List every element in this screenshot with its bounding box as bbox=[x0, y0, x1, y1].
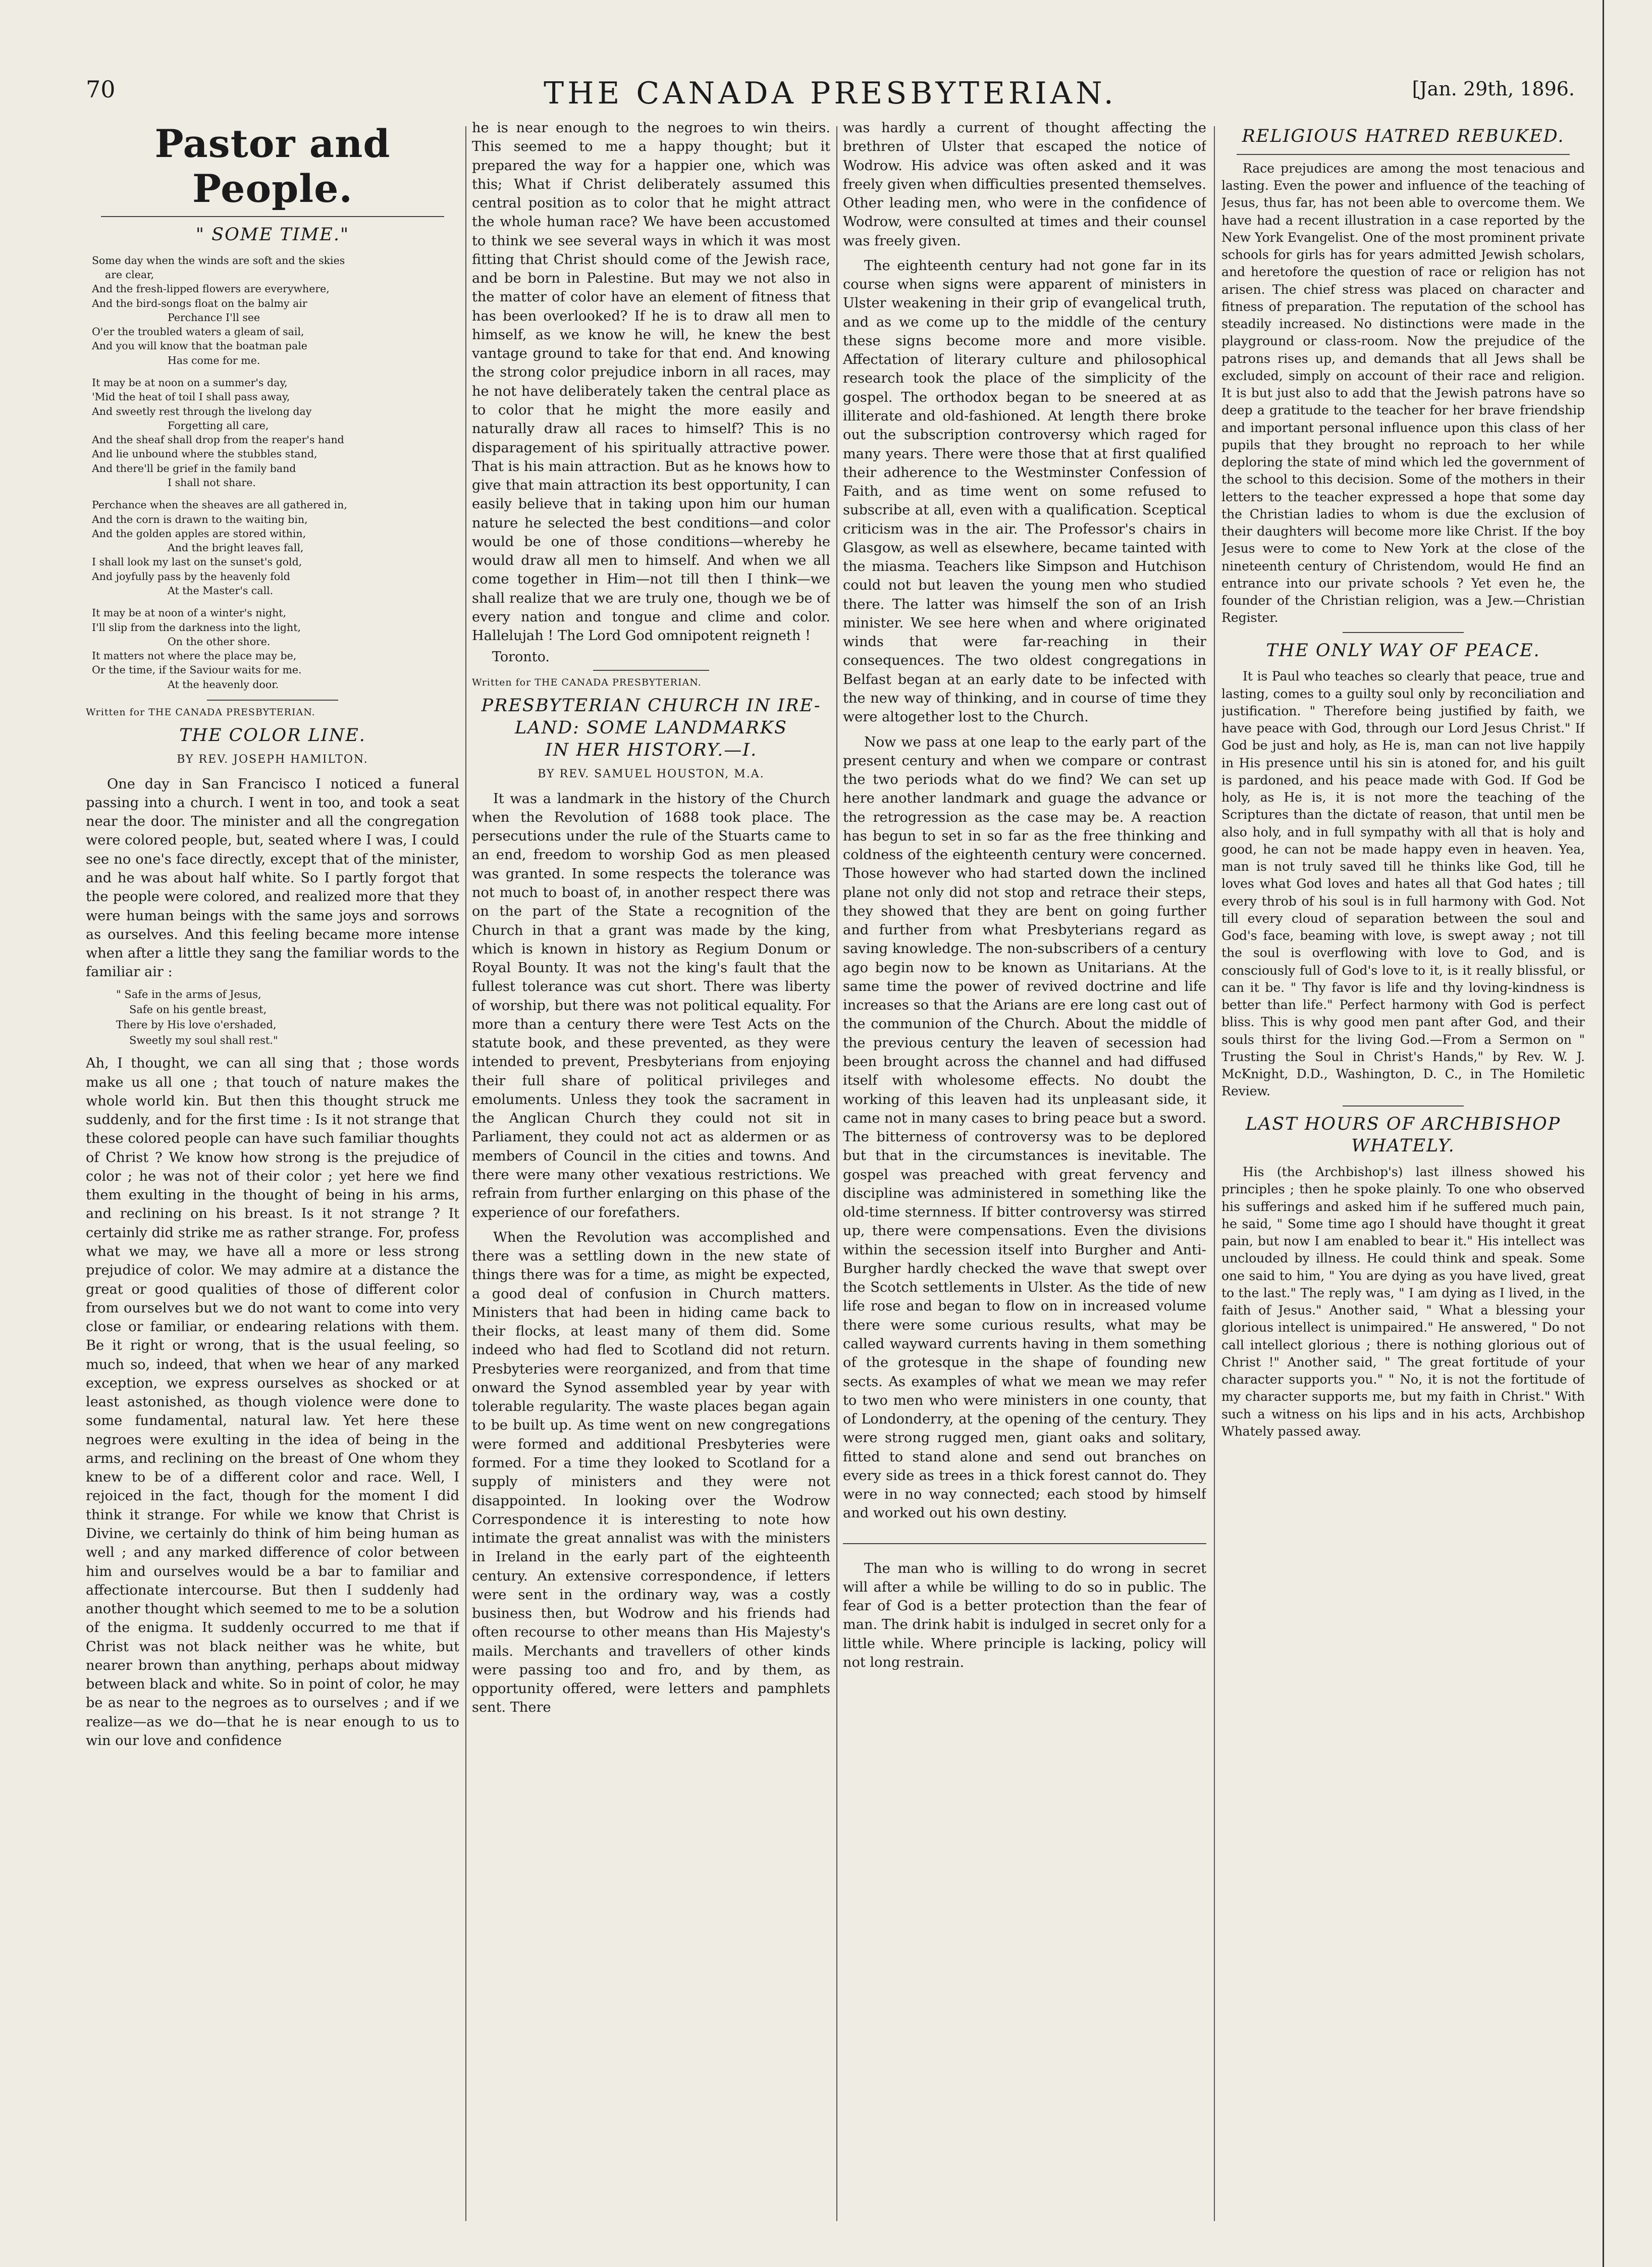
poem-line: At the Master's call. bbox=[168, 584, 274, 597]
poem-stanza bbox=[92, 606, 459, 692]
column-3 bbox=[843, 119, 1206, 2213]
poem-stanza bbox=[92, 253, 459, 367]
article-paragraph: Ah, I thought, we can all sing that ; those words make us all one ; that touch of nature makes the whole world kin. But then this thought struck me suddenly, and for the first time : Is it not strange that these colored people can have such familiar thoughts of Christ ? We know how strong is the prejudice of color ; he was not of their color ; yet here we find them exulting in the thought of being in his arms, and reclining on his breast. Is it not strange ? It certainly did strike me as rather strange. For, profess what we may, we have all a more or less strong prejudice of color. We may admire at a distance the great or good qualities of those of different color from ourselves but we do not want to come into very close or familiar, or endearing relations with them. Be it right or wrong, that is the usual feeling, so much so, indeed, that when we hear of any marked exception, we express ourselves as shocked or at least astonished, as though violence were done to some fundamental, natural law. Yet here these negroes were exulting in the idea of being in the arms, and reclining on the breast of One whom they knew to be of a different color and race. Well, I rejoiced in the fact, though for the moment I did think it strange. For while we know that Christ is Divine, we certainly do think of him being human as well ; and any marked difference of color between him and ourselves would be a bar to familiar and affectionate intercourse. But then I suddenly had another thought which seemed to me to be a solution of the enigma. It suddenly occurred to me that if Christ was not black neither was he white, but nearer brown than anything, perhaps about midway between black and white. So in point of color, he may be as near to the negroes as to ourselves ; and if we realize—as we do—that he is near enough to us to win our love and confidence bbox=[86, 1056, 459, 1749]
verse-line: Safe on his gentle breast, bbox=[129, 1004, 267, 1016]
poem-line: And sweetly rest through the livelong day bbox=[92, 405, 312, 417]
poem-stanza bbox=[92, 376, 459, 490]
issue-date: [Jan. 29th, 1896. bbox=[1412, 78, 1575, 100]
divider bbox=[593, 670, 709, 671]
poem-line: It matters not where the place may be, bbox=[92, 650, 297, 662]
article-attribution: Written for THE CANADA PRESBYTERIAN. bbox=[472, 677, 702, 689]
poem-line: It may be at noon on a summer's day, bbox=[92, 377, 288, 389]
column-divider bbox=[836, 126, 837, 2221]
article-paragraph: It is Paul who teaches so clearly that peace, true and lasting, comes to a guilty soul only by reconciliation and justification. " Therefore being justified by faith, we have peace with God, through our Lord Jesus Christ." If God be just and holy, as He is, man can not live happily in His presence until his sin is atoned for, and his guilt is pardoned, and his peace made with God. If God be holy, as He is, it is not more the teaching of the Scriptures than the dictate of reason, that until men be also holy, and in full sympathy with all that is holy and good, he can not be made happy even in heaven. Yea, man is not truly saved till he thinks like God, till he loves what God loves and hates all that God hates ; till every throb of his soul is in full harmony with God. Not till every cloud of separation between the soul and God's face, beaming with love, is swept away ; not till the soul is overflowing with love to God, and is consciously full of God's love to it, is it really blissful, or can it be. " Thy favor is life and thy loving-kindness is better than life." Perfect harmony with God is perfect bliss. This is why good men pant after God, and their souls thirst for the living God.—From a Sermon on " Trusting the Soul in Christ's Hands," by Rev. W. J. McKnight, D.D., Washington, D. C., in The Homiletic Review. bbox=[1221, 669, 1585, 1099]
poem-line: I shall not share. bbox=[168, 476, 256, 489]
divider bbox=[207, 700, 338, 701]
poem bbox=[92, 253, 459, 692]
dateline-place: Toronto. bbox=[492, 649, 550, 665]
article-paragraph: When the Revolution was accomplished and there was a settling down in the new state of things there was for a time, as might be expected, a good deal of confusion in Church matters. Ministers that had been in hiding came back to their flocks, at least many of them did. Some indeed who had fled to Scotland did not return. Presbyteries were reorganized, and from that time onward the Synod assembled year by year with tolerable regularity. The waste places began again to be built up. As time went on new congregations were formed and additional Presbyteries were formed. For a time they looked to Scotland for a supply of ministers and they were not disappointed. In looking over the Wodrow Correspondence it is interesting to note how intimate the great annalist was with the ministers in Ireland in the early part of the eighteenth century. An extensive correspondence, if letters were sent in the ordinary way, was a costly business then, but Wodrow and his friends had often recourse to other means than His Majesty's mails. Merchants and travellers of other kinds were passing too and fro, and by them, as opportunity offered, were letters and pamphlets sent. There bbox=[472, 1229, 830, 1716]
poem-stanza bbox=[92, 498, 459, 598]
article-title-line: IN HER HISTORY.—I. bbox=[545, 740, 758, 760]
poem-line: And lie unbound where the stubbles stand, bbox=[92, 448, 317, 460]
masthead bbox=[76, 76, 1585, 116]
poem-line: And the fresh-lipped flowers are everywhere, bbox=[92, 283, 330, 295]
verse-line: Sweetly my soul shall rest." bbox=[129, 1034, 278, 1046]
article-author: BY REV. JOSEPH HAMILTON. bbox=[177, 753, 368, 766]
article-paragraph: The man who is willing to do wrong in secret will after a while be willing to do so in public. The fear of God is a better protection than the fear of man. The drink habit is indulged in secret only for a little while. Where principle is lacking, policy will not long restrain. bbox=[843, 1560, 1206, 1670]
poem-line: And you will know that the boatman pale bbox=[92, 340, 307, 352]
article-paragraph: One day in San Francisco I noticed a funeral passing into a church. I went in too, and took a seat near the door. The minister and all the congregation were colored people, but, seated where I was, I could see no one's face directly, except that of the minister, and he was about half white. So I partly forgot that the people were colored, and realized more that they were human beings with the same joys and sorrows as ourselves. And this feeling became more intense when after a little they sang the familiar words to the familiar air : bbox=[86, 776, 459, 980]
divider bbox=[1237, 154, 1570, 155]
poem-line: Perchance I'll see bbox=[168, 311, 260, 324]
poem-line: And joyfully pass by the heavenly fold bbox=[92, 570, 290, 583]
poem-line: I'll slip from the darkness into the light, bbox=[92, 621, 301, 634]
poem-line: Some day when the winds are soft and the skies bbox=[92, 254, 345, 267]
article-title-line: LAST HOURS OF ARCHBISHOP bbox=[1245, 1114, 1561, 1134]
article-title-line: WHATELY. bbox=[1351, 1136, 1455, 1156]
article-paragraph: Now we pass at one leap to the early part of the present century and when we compare or contrast the two periods what do we find? We can set up here another landmark and guage the advance or the retrogression as the case may be. A reaction has begun to set in so far as the free thinking and coldness of the eighteenth century were concerned. Those however who had started down the inclined plane not only did not stop and retrace their steps, they showed that they are bent on going further and further from what Presbyterians regard as saving knowledge. The non-subscribers of a century ago begin now to be known as Unitarians. At the same time the power of revived doctrine and life increases so that the Arians are ere long cast out of the communion of the Church. About the middle of the previous century the leaven of secession had been brought across the channel and had diffused itself with wholesome effects. No doubt the working of this leaven had its unpleasant side, it came not in many cases to bring peace but a sword. The bitterness of controversy was to be deplored but that in the circumstances is inevitable. The gospel was preached with great fervency and discipline was administered in something like the old-time sternness. If bitter controversy was stirred up, there were compensations. Even the divisions within the secession itself into Burgher and Anti-Burgher hardly checked the wave that swept over the Scotch settlements in Ulster. As the tide of new life rose and began to flow on in increased volume there were some curious results, what may be called wayward currents having in them something of the grotesque in the shape of founding new sects. As examples of what we mean we may refer to two men who were ministers in one county, that of Londonderry, at the opening of the century. They were strong rugged men, giant oaks and solitary, fitted to stand alone and send out branches on every side as trees in a thick forest cannot do. They were in no way connected; each stood by himself and worked out his own destiny. bbox=[843, 734, 1206, 1521]
article-title: THE ONLY WAY OF PEACE. bbox=[1266, 640, 1540, 661]
article-title: THE COLOR LINE. bbox=[179, 725, 366, 746]
poem-line: And the bird-songs float on the balmy air bbox=[92, 297, 307, 309]
poem-line: Forgetting all care, bbox=[168, 419, 269, 432]
poem-line: O'er the troubled waters a gleam of sail, bbox=[92, 326, 304, 338]
section-heading: Pastor and People. bbox=[154, 121, 391, 211]
article-paragraph: was hardly a current of thought affecting the brethren of Ulster that escaped the notice of Wodrow. His advice was often asked and it was freely given when difficulties presented themselves. Other leading men, who were in the confidence of Wodrow, were consulted at times and their counsel was freely given. bbox=[843, 120, 1206, 249]
poem-line: And there'll be grief in the family band bbox=[92, 462, 296, 475]
newspaper-title: THE CANADA PRESBYTERIAN. bbox=[544, 76, 1117, 111]
poem-line: It may be at noon of a winter's night, bbox=[92, 607, 287, 619]
article-paragraph: It was a landmark in the history of the Church when the Revolution of 1688 took place. The persecutions under the rule of the Stuarts came to an end, freedom to worship God as men pleased was granted. In some respects the tolerance was not much to boast of, in another respect there was on the part of the State a recognition of the Church in that a grant was made by the king, which is known in history as Regium Donum or Royal Bounty. It was not the king's fault that the fullest tolerance was cut short. There was liberty of worship, but there was not political equality. For more than a century there were Test Acts on the statute book, and these prevented, as they were intended to prevent, Presbyterians from enjoying their full share of political privileges and emoluments. Unless they took the sacrament in the Anglican Church they could not sit in Parliament, they could not act as aldermen or as members of Council in the cities and towns. And there were many other vexatious restrictions. We refrain from further enlarging on this phase of the experience of our forefathers. bbox=[472, 790, 830, 1221]
poem-line: I shall look my last on the sunset's gold, bbox=[92, 556, 302, 568]
divider bbox=[1343, 1105, 1464, 1106]
poem-line: Has come for me. bbox=[168, 354, 260, 366]
article-paragraph: His (the Archbishop's) last illness showed his principles ; then he spoke plainly. To one who observed his sufferings and asked him if he suffered much pain, he said, " Some time ago I should have thought it great pain, but now I am enabled to bear it." His intellect was unclouded by illness. He could think and speak. Some one said to him, " You are dying as you have lived, great to the last." The reply was, " I am dying as I lived, in the faith of Jesus." Another said, " What a blessing your glorious intellect is unimpaired." He answered, " Do not call intellect glorious ; there is nothing glorious out of Christ !" Another said, " The great fortitude of your character supports you." " No, it is not the fortitude of my character supports me, but my faith in Christ." With such a witness on his lips and in his acts, Archbishop Whately passed away. bbox=[1221, 1165, 1585, 1439]
article-title bbox=[1221, 1114, 1585, 1158]
poem-line: are clear, bbox=[105, 269, 154, 281]
poem-line: At the heavenly door. bbox=[168, 678, 279, 691]
poem-line: And the golden apples are stored within, bbox=[92, 527, 306, 540]
page-edge-rule bbox=[1603, 0, 1604, 2267]
poem-line: Or the time, if the Saviour waits for me. bbox=[92, 664, 302, 676]
verse-line: There by His love o'ershaded, bbox=[116, 1019, 277, 1031]
article-title-line: LAND: SOME LANDMARKS bbox=[514, 718, 788, 739]
article-title-line: PRESBYTERIAN CHURCH IN IRE- bbox=[481, 696, 821, 716]
page-number: 70 bbox=[86, 76, 116, 103]
poem-line: And the bright leaves fall, bbox=[168, 542, 304, 554]
poem-title: " SOME TIME." bbox=[195, 225, 350, 245]
poem-line: And the corn is drawn to the waiting bin, bbox=[92, 513, 308, 525]
column-1 bbox=[86, 119, 459, 2213]
column-4 bbox=[1221, 119, 1585, 2213]
column-divider bbox=[465, 126, 466, 2221]
article-paragraph: The eighteenth century had not gone far in its course when signs were apparent of ministers in Ulster weakening in their grip of evangelical truth, and as we come up to the middle of the century these signs become more and more visible. Affectation of literary culture and philosophical research took the place of the simplicity of the gospel. The orthodox began to be sneered at as illiterate and old-fashioned. At length there broke out the subscription controversy which raged for many years. There were those that at first qualified their adherence to the Westminster Confession of Faith, and as time went on some refused to subscribe at all, even with a qualification. Sceptical criticism was in the air. The Professor's chairs in Glasgow, as well as elsewhere, became tainted with the miasma. Teachers like Simpson and Hutchison could not but leaven the young men who studied there. The latter was himself the son of an Irish minister. We see here when and where originated winds that were far-reaching in their consequences. The two oldest congregations in Belfast began at an early date to be infected with the new way of thinking, and in course of time they were altogether lost to the Church. bbox=[843, 257, 1206, 725]
article-title bbox=[472, 695, 830, 761]
poem-line: And the sheaf shall drop from the reaper's hand bbox=[92, 434, 344, 446]
hymn-verse bbox=[116, 987, 459, 1048]
article-paragraph: Race prejudices are among the most tenacious and lasting. Even the power and influence of the teaching of Jesus, thus far, has not been able to overcome them. We have had a recent illustration in a case reported by the New York Evangelist. One of the most prominent private schools for girls has for years admitted Jewish scholars, and heretofore the question of race or religion has not arisen. The chief stress was placed on character and fitness of preparation. The reputation of the school has steadily increased. No distinctions were made in the playground or class-room. Now the prejudice of the patrons rises up, and demands that all Jews shall be excluded, simply on account of their race and religion. It is but just also to add that the Jewish patrons have so deep a gratitude to the teacher for her brave friendship and important personal influence upon this class of her pupils that they brought no reproach to her while deploring the state of mind which led the government of the school to this decision. Some of the mothers in their letters to the teacher expressed a hope that some day the Christian ladies to whom is due the exclusion of their daughters will become more like Christ. If the boy Jesus were to come to New York at the close of the nineteenth century of Christendom, would He find an entrance into our private schools ? Yet even he, the founder of the Christian religion, was a Jew.—Christian Register. bbox=[1221, 161, 1585, 625]
column-2 bbox=[472, 119, 830, 2213]
article-paragraph: he is near enough to the negroes to win theirs. This seemed to me a happy thought; but it prepared the way for a happier one, which was this; What if Christ deliberately assumed this central position as to color that he might attract the whole human race? We have been accustomed to think we see several ways in which it was most fitting that Christ should come of the Jewish race, and be born in Palestine. But may we not also in the matter of color have an element of fitness that has been overlooked? If he is to draw all men to himself, as we know he will, he knew the best vantage ground to take for that end. And knowing the strong color prejudice inborn in all races, may he not have deliberately taken the central place as to color that he might the more easily and naturally draw all races to himself? This is no disparagement of his spiritually attractive power. That is his main attraction. But as he knows how to give that main attraction its best opportunity, I can easily believe that in taking upon him our human nature he selected the best conditions—and color would be one of those conditions—whereby he would draw all men to himself. And when we all come together in Him—not till then I think—we shall realize that we are truly one, though we be of every nation and tongue and clime and color. Hallelujah ! The Lord God omnipotent reigneth ! bbox=[472, 120, 830, 644]
divider bbox=[843, 1543, 1206, 1544]
poem-line: 'Mid the heat of toil I shall pass away, bbox=[92, 391, 290, 403]
divider bbox=[1343, 632, 1464, 633]
divider bbox=[101, 216, 444, 217]
article-title: RELIGIOUS HATRED REBUKED. bbox=[1242, 126, 1565, 146]
poem-line: Perchance when the sheaves are all gathered in, bbox=[92, 499, 347, 511]
verse-line: " Safe in the arms of Jesus, bbox=[116, 988, 261, 1000]
article-attribution: Written for THE CANADA PRESBYTERIAN. bbox=[86, 706, 315, 718]
column-divider bbox=[1214, 126, 1215, 2221]
poem-line: On the other shore. bbox=[168, 635, 271, 648]
article-author: BY REV. SAMUEL HOUSTON, M.A. bbox=[538, 767, 765, 780]
